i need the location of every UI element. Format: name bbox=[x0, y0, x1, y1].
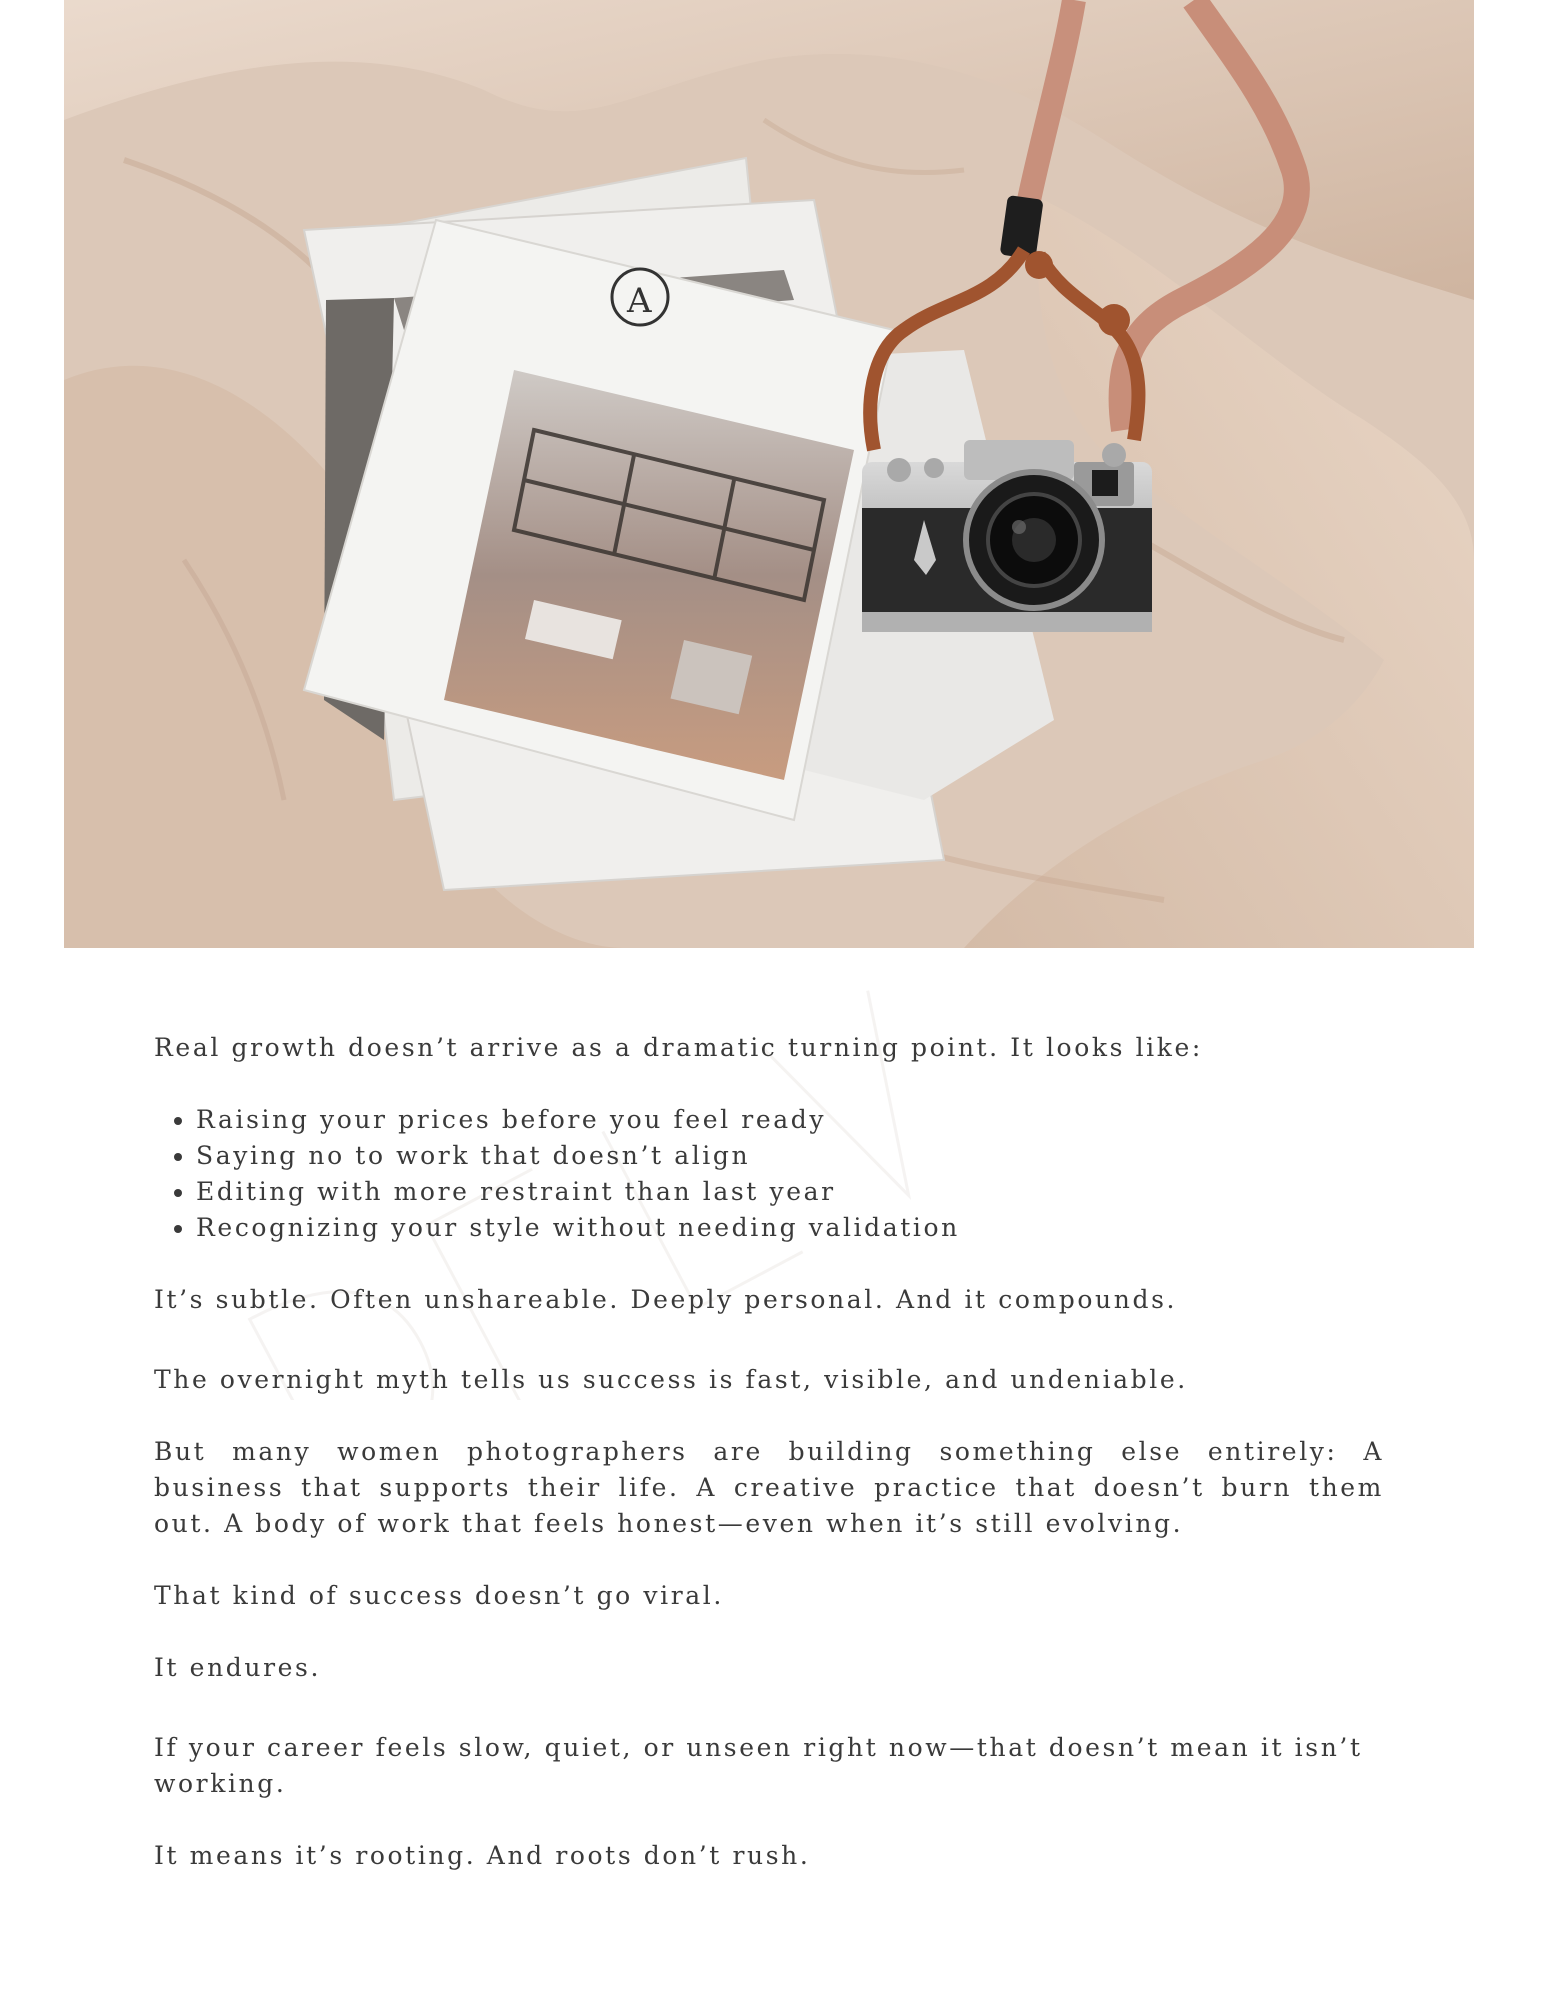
magazine-logo-letter: A bbox=[627, 281, 652, 321]
paragraph-myth: The overnight myth tells us success is fast, visible, and undeniable. bbox=[154, 1365, 1188, 1394]
hero-photo bbox=[64, 0, 1474, 948]
list-item: • Raising your prices before you feel ready bbox=[196, 1102, 1384, 1138]
camera-icon bbox=[862, 440, 1152, 632]
paragraph-viral: That kind of success doesn’t go viral. bbox=[154, 1581, 724, 1610]
growth-list bbox=[154, 1102, 1384, 1246]
article-body bbox=[154, 1030, 1384, 1874]
paragraph-endures: It endures. bbox=[154, 1653, 321, 1682]
paragraph-rooting: It means it’s rooting. And roots don’t rush. bbox=[154, 1841, 811, 1870]
intro-paragraph: Real growth doesn’t arrive as a dramatic turning point. It looks like: bbox=[154, 1033, 1203, 1062]
paragraph-slow: If your career feels slow, quiet, or unseen right now—that doesn’t mean it isn’t working. bbox=[154, 1733, 1363, 1798]
list-item: • Editing with more restraint than last year bbox=[196, 1174, 1384, 1210]
list-item: • Recognizing your style without needing validation bbox=[196, 1210, 1384, 1246]
paragraph-subtle: It’s subtle. Often unshareable. Deeply personal. And it compounds. bbox=[154, 1285, 1178, 1314]
paragraph-building: But many women photographers are building something else entirely: A business that supports their life. A creative practice that doesn’t burn them out. A body of work that feels honest—even when it’s still evolving. bbox=[154, 1437, 1384, 1538]
list-item: • Saying no to work that doesn’t align bbox=[196, 1138, 1384, 1174]
